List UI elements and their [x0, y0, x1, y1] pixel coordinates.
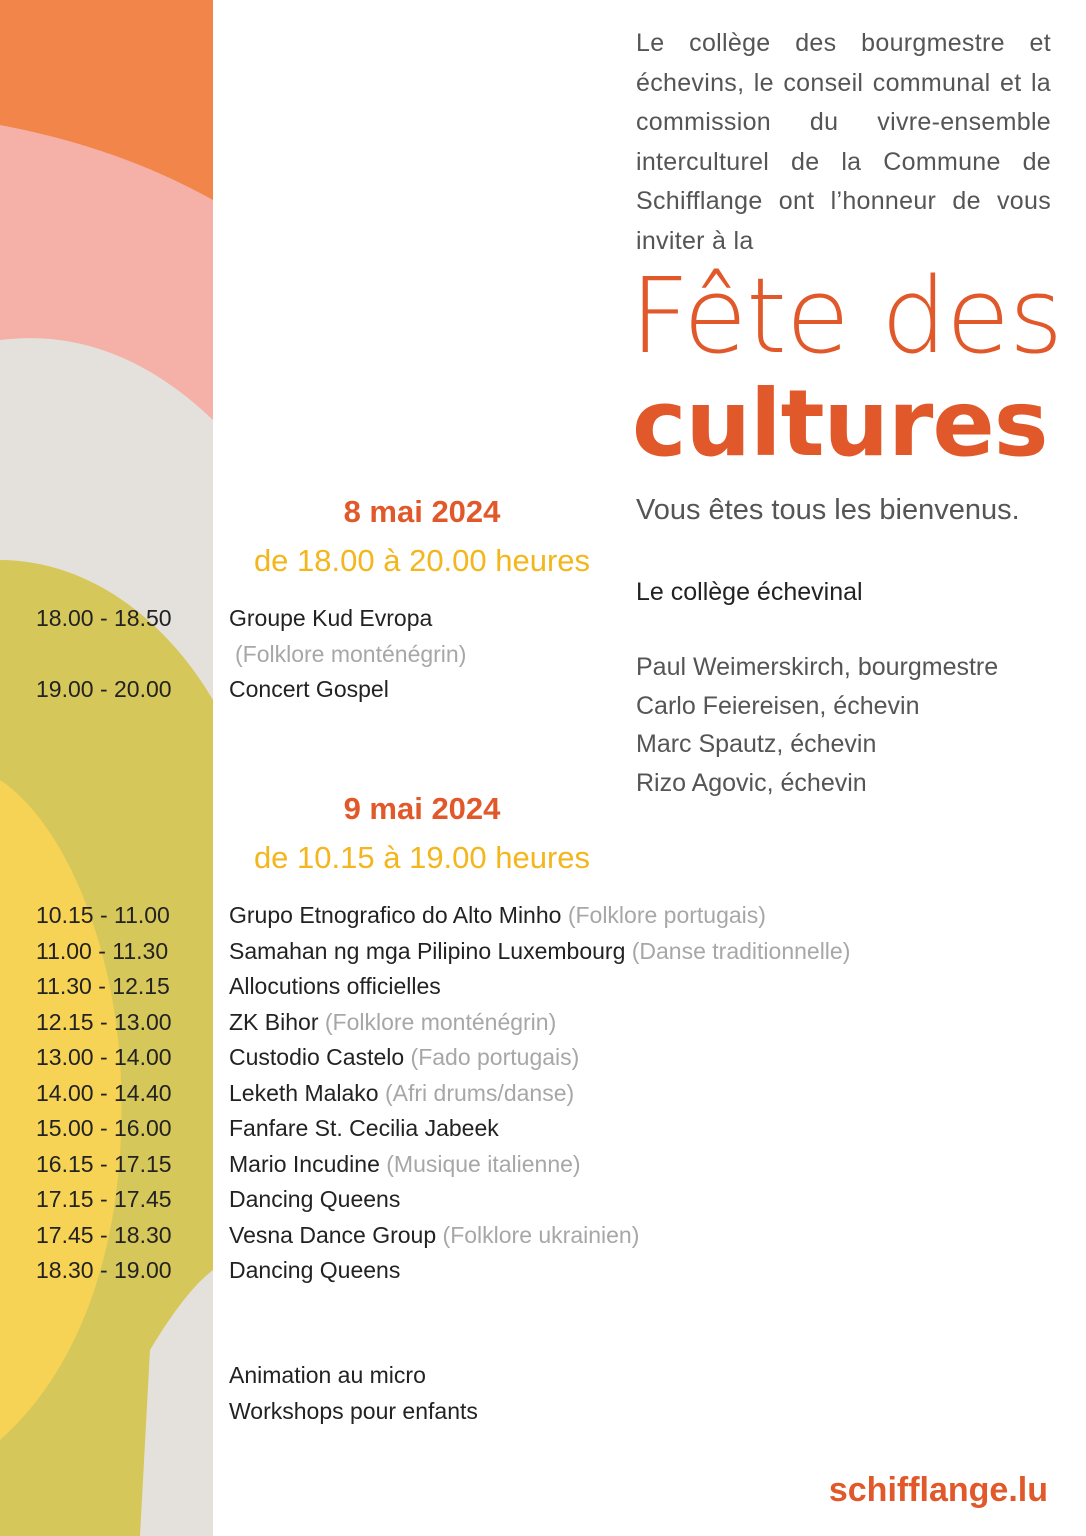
- slot-act: [229, 1005, 556, 1041]
- act-name: Dancing Queens: [229, 1257, 401, 1283]
- color-waves-graphic: [0, 0, 213, 1536]
- slot-time: 15.00 - 16.00: [36, 1115, 172, 1141]
- slot-time: 11.00 - 11.30: [36, 937, 169, 964]
- schedule-row: [0, 1253, 1000, 1289]
- slot-act: [229, 934, 850, 970]
- schedule-row: [0, 1182, 1000, 1218]
- act-note: (Folklore portugais): [567, 902, 766, 928]
- act-note: (Fado portugais): [410, 1044, 580, 1070]
- act-note: (Folklore monténégrin): [324, 1008, 557, 1035]
- event-title-line-1: Fête des: [630, 255, 1063, 377]
- slot-act: [229, 1076, 574, 1112]
- act-name: Mario Incudine: [229, 1150, 380, 1177]
- slot-time: 11.30 - 12.15: [36, 973, 170, 999]
- day1-hours: de 18.00 à 20.00 heures: [253, 543, 591, 578]
- website-link[interactable]: schifflange.lu: [828, 1471, 1048, 1509]
- act-name: Vesna Dance Group: [229, 1221, 437, 1248]
- act-note: (Afri drums/danse): [384, 1079, 575, 1106]
- day1-date: 8 mai 2024: [343, 494, 501, 529]
- act-name: Samahan ng mga Pilipino Luxembourg: [229, 937, 626, 964]
- slot-note: (Folklore monténégrin): [235, 640, 467, 667]
- extra-activities-list: [229, 1358, 478, 1429]
- welcome-message: Vous êtes tous les bienvenus.: [636, 494, 1020, 526]
- slot-time: 12.15 - 13.00: [36, 1008, 172, 1035]
- slot-act: Groupe Kud Evropa: [229, 605, 433, 631]
- schedule-row: [0, 1111, 1000, 1147]
- act-name: Dancing Queens: [229, 1186, 401, 1212]
- extra-activity-item: Workshops pour enfants: [229, 1397, 478, 1424]
- schedule-row: [0, 969, 1000, 1005]
- act-name: Allocutions officielles: [229, 973, 441, 999]
- slot-act: [229, 1147, 581, 1183]
- act-note: (Musique italienne): [386, 1150, 581, 1177]
- schedule-row: [0, 1218, 1000, 1254]
- slot-time: 13.00 - 14.00: [36, 1044, 172, 1070]
- act-note: (Danse traditionnelle): [631, 937, 851, 964]
- member-item: Paul Weimerskirch, bourgmestre: [636, 653, 999, 681]
- slot-time: 14.00 - 14.40: [36, 1079, 172, 1106]
- act-name: Grupo Etnografico do Alto Minho: [229, 902, 562, 928]
- schedule-row: [0, 1076, 1000, 1112]
- schedule-row: [0, 672, 1000, 708]
- invitation-intro-text: Le collège des bourgmestre et échevins, le conseil communal et la commission du vivre-ensemble interculturel de la Commune de Schifflange ont l’honneur de vous inviter à la: [636, 29, 1051, 255]
- member-item: Marc Spautz, échevin: [636, 730, 877, 758]
- schedule-row: [0, 1005, 1000, 1041]
- act-name: Leketh Malako: [229, 1079, 379, 1106]
- schedule-row: [0, 1040, 1000, 1076]
- schedule-row: [0, 934, 1000, 970]
- slot-act: [229, 1111, 499, 1147]
- act-name: ZK Bihor: [229, 1008, 319, 1035]
- day2-date: 9 mai 2024: [343, 791, 501, 826]
- college-title: Le collège échevinal: [636, 578, 863, 606]
- event-title-line-2: cultures: [632, 370, 1048, 477]
- slot-act: Concert Gospel: [229, 676, 389, 702]
- schedule-row: [0, 1147, 1000, 1183]
- schedule-subrow: [0, 637, 1000, 673]
- day2-schedule: [0, 898, 1000, 1289]
- slot-time: 17.15 - 17.45: [36, 1186, 172, 1212]
- member-item: Rizo Agovic, échevin: [636, 768, 867, 797]
- slot-time: 17.45 - 18.30: [36, 1221, 172, 1248]
- extra-activity-item: Animation au micro: [229, 1362, 426, 1388]
- slot-time: 18.00 - 18.50: [36, 605, 172, 631]
- schedule-row: [0, 898, 1000, 934]
- slot-time: 16.15 - 17.15: [36, 1150, 172, 1177]
- slot-time: 19.00 - 20.00: [36, 676, 172, 702]
- slot-act: [229, 969, 441, 1005]
- slot-act: [229, 1040, 579, 1076]
- decorative-color-band: [0, 0, 213, 1536]
- slot-act: [229, 1182, 400, 1218]
- schedule-row: [0, 601, 1000, 637]
- slot-act: [229, 898, 766, 934]
- slot-act: [229, 1218, 639, 1254]
- member-item: Carlo Feiereisen, échevin: [636, 691, 920, 720]
- slot-time: 18.30 - 19.00: [36, 1257, 172, 1283]
- day1-schedule: [0, 601, 1000, 708]
- act-name: Custodio Castelo: [229, 1044, 405, 1070]
- act-note: (Folklore ukrainien): [442, 1221, 640, 1248]
- act-name: Fanfare St. Cecilia Jabeek: [229, 1115, 499, 1141]
- slot-act: [229, 1253, 400, 1289]
- day2-hours: de 10.15 à 19.00 heures: [253, 840, 591, 875]
- slot-time: 10.15 - 11.00: [36, 902, 170, 928]
